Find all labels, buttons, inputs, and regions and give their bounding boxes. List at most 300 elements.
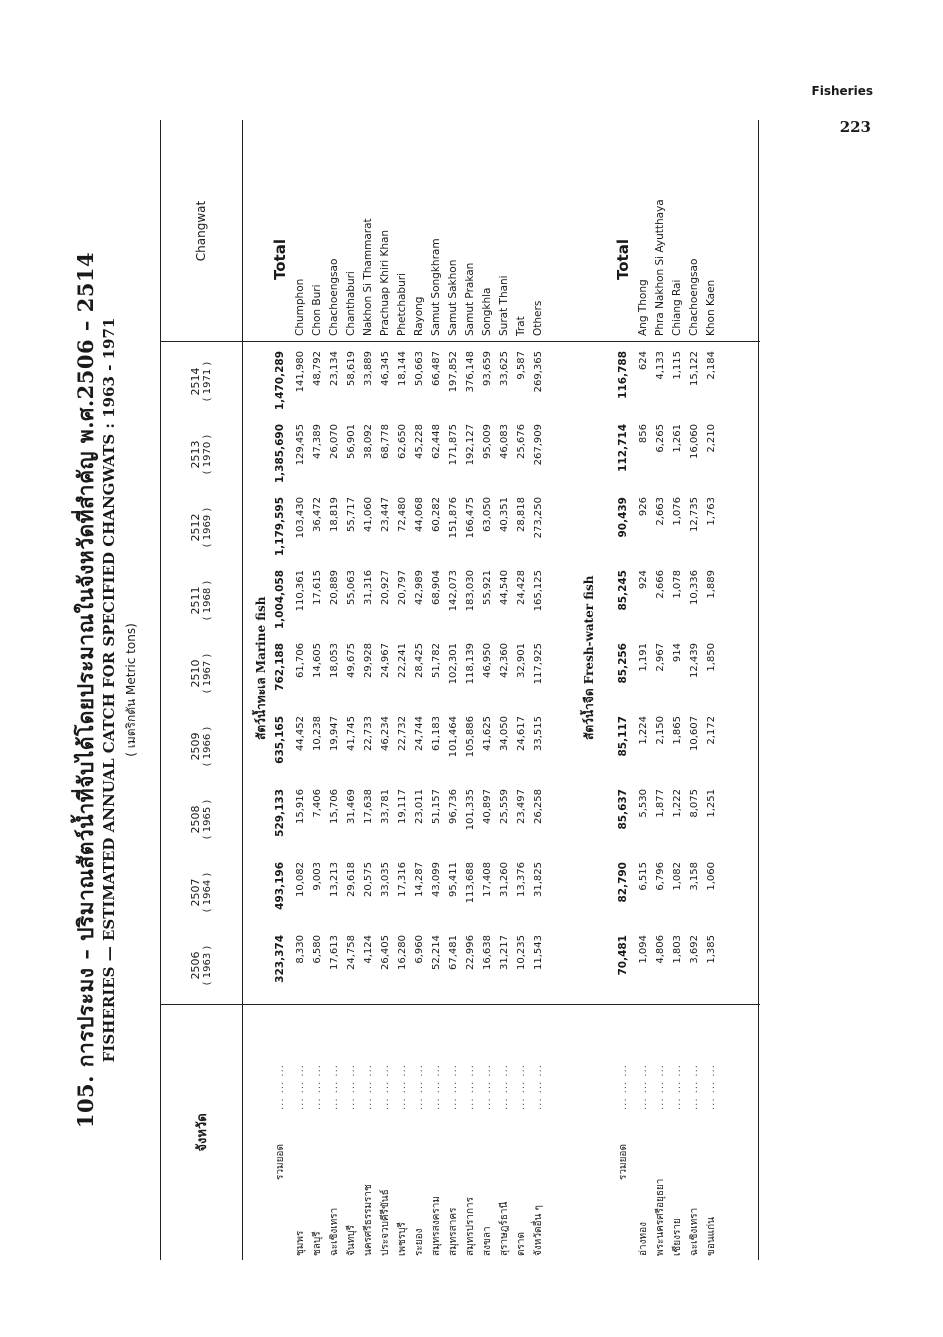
value-cell: 46,345 bbox=[380, 351, 391, 386]
table-row bbox=[428, 120, 445, 1260]
value-cell: 61,183 bbox=[431, 716, 442, 751]
value-cell: 20,575 bbox=[363, 862, 374, 897]
value-cell: 1,060 bbox=[706, 862, 717, 891]
value-cell: 1,179,595 bbox=[274, 497, 286, 557]
value-cell: 55,063 bbox=[346, 570, 357, 605]
value-cell: 10,082 bbox=[295, 862, 306, 897]
value-cell: 20,889 bbox=[329, 570, 340, 605]
province-thai: อ่างทอง bbox=[638, 1222, 649, 1256]
year-header-2509 bbox=[164, 710, 238, 783]
value-cell: 18,053 bbox=[329, 643, 340, 678]
value-cell: 10,336 bbox=[689, 570, 700, 605]
value-cell: 23,497 bbox=[516, 789, 527, 824]
value-cell: 31,316 bbox=[363, 570, 374, 605]
value-cell: 56,901 bbox=[346, 424, 357, 459]
changwat-english: Prachuap Khiri Khan bbox=[379, 229, 391, 336]
table-row bbox=[292, 120, 309, 1260]
changwat-english: Total bbox=[271, 239, 289, 280]
table-row bbox=[445, 120, 462, 1260]
value-cell: 31,469 bbox=[346, 789, 357, 824]
value-cell: 19,117 bbox=[397, 789, 408, 824]
year-ad: ( 1970 ) bbox=[202, 434, 213, 475]
changwat-english: Others bbox=[532, 300, 544, 336]
value-cell: 9,587 bbox=[516, 351, 527, 380]
value-cell: 20,797 bbox=[397, 570, 408, 605]
value-cell: 12,439 bbox=[689, 643, 700, 678]
value-cell: 22,241 bbox=[397, 643, 408, 678]
value-cell: 60,282 bbox=[431, 497, 442, 532]
value-cell: 1,865 bbox=[672, 716, 683, 745]
value-cell: 85,117 bbox=[617, 716, 629, 757]
value-cell: 85,245 bbox=[617, 570, 629, 611]
year-header-2512 bbox=[164, 491, 238, 564]
value-cell: 31,260 bbox=[499, 862, 510, 897]
table-row bbox=[513, 120, 530, 1260]
table-row bbox=[635, 120, 652, 1260]
value-cell: 48,792 bbox=[312, 351, 323, 386]
value-cell: 15,916 bbox=[295, 789, 306, 824]
table-top-rule bbox=[160, 120, 161, 1260]
changwat-english: Samut Songkhram bbox=[430, 238, 442, 336]
value-cell: 31,217 bbox=[499, 935, 510, 970]
value-cell: 924 bbox=[638, 570, 649, 590]
table-row bbox=[703, 120, 720, 1260]
value-cell: 93,659 bbox=[482, 351, 493, 386]
leader-dots: ... ... ... bbox=[672, 1064, 683, 1110]
value-cell: 102,301 bbox=[448, 643, 459, 685]
value-cell: 1,850 bbox=[706, 643, 717, 672]
header-rule bbox=[242, 120, 243, 1260]
province-thai: จันทบุรี bbox=[346, 1224, 357, 1256]
year-be: 2506 bbox=[189, 951, 202, 980]
value-cell: 2,666 bbox=[655, 570, 666, 599]
province-thai: ตราด bbox=[516, 1232, 527, 1256]
province-thai: เพชรบุรี bbox=[397, 1222, 408, 1256]
value-cell: 26,405 bbox=[380, 935, 391, 970]
value-cell: 269,365 bbox=[533, 351, 544, 393]
province-thai: ชลบุรี bbox=[312, 1231, 323, 1256]
province-thai: ชุมพร bbox=[295, 1230, 306, 1256]
value-cell: 129,455 bbox=[295, 424, 306, 466]
value-cell: 1,191 bbox=[638, 643, 649, 672]
section-header: Fisheries bbox=[811, 84, 873, 98]
value-cell: 1,251 bbox=[706, 789, 717, 818]
value-cell: 10,235 bbox=[516, 935, 527, 970]
table-row bbox=[479, 120, 496, 1260]
value-cell: 16,280 bbox=[397, 935, 408, 970]
value-cell: 110,361 bbox=[295, 570, 306, 612]
year-ad: ( 1964 ) bbox=[202, 872, 213, 913]
province-thai: สมุทรสาคร bbox=[448, 1207, 459, 1256]
value-cell: 6,580 bbox=[312, 935, 323, 964]
changwat-english: Chon Buri bbox=[311, 284, 323, 336]
header-province-label: จังหวัด bbox=[194, 1113, 210, 1152]
value-cell: 267,909 bbox=[533, 424, 544, 466]
value-cell: 33,035 bbox=[380, 862, 391, 897]
changwat-english: Total bbox=[614, 239, 632, 280]
value-cell: 2,967 bbox=[655, 643, 666, 672]
value-cell: 51,782 bbox=[431, 643, 442, 678]
leader-dots: ... ... ... bbox=[397, 1064, 408, 1110]
value-cell: 113,688 bbox=[465, 862, 476, 904]
value-cell: 70,481 bbox=[617, 935, 629, 976]
value-cell: 15,706 bbox=[329, 789, 340, 824]
value-cell: 3,158 bbox=[689, 862, 700, 891]
value-cell: 116,788 bbox=[617, 351, 629, 399]
value-cell: 67,481 bbox=[448, 935, 459, 970]
value-cell: 8,075 bbox=[689, 789, 700, 818]
value-cell: 1,004,058 bbox=[274, 570, 286, 630]
table-row bbox=[309, 120, 326, 1260]
table-row bbox=[377, 120, 394, 1260]
value-cell: 24,617 bbox=[516, 716, 527, 751]
title-thai: 105. การประมง – ปริมาณสัตว์น้ำที่จับได้โดยประมาณในจังหวัดที่สำคัญ พ.ศ.2506 – 2514 bbox=[73, 251, 98, 1129]
changwat-english: Chumphon bbox=[294, 278, 306, 336]
value-cell: 6,796 bbox=[655, 862, 666, 891]
leader-dots: ... ... ... bbox=[638, 1064, 649, 1110]
value-cell: 55,921 bbox=[482, 570, 493, 605]
value-cell: 23,011 bbox=[414, 789, 425, 824]
value-cell: 23,134 bbox=[329, 351, 340, 386]
value-cell: 2,210 bbox=[706, 424, 717, 453]
value-cell: 5,530 bbox=[638, 789, 649, 818]
changwat-english: Khon Kaen bbox=[705, 279, 717, 336]
changwat-english: Samut Sakhon bbox=[447, 259, 459, 336]
value-cell: 58,619 bbox=[346, 351, 357, 386]
year-ad: ( 1967 ) bbox=[202, 653, 213, 694]
year-ad: ( 1965 ) bbox=[202, 799, 213, 840]
value-cell: 17,615 bbox=[312, 570, 323, 605]
year-ad: ( 1968 ) bbox=[202, 580, 213, 621]
value-cell: 376,148 bbox=[465, 351, 476, 393]
leader-dots: ... ... ... bbox=[499, 1064, 510, 1110]
value-cell: 1,877 bbox=[655, 789, 666, 818]
leader-dots: ... ... ... bbox=[414, 1064, 425, 1110]
value-cell: 7,406 bbox=[312, 789, 323, 818]
value-cell: 2,150 bbox=[655, 716, 666, 745]
province-thai: สมุทรสงคราม bbox=[431, 1196, 442, 1256]
value-cell: 44,068 bbox=[414, 497, 425, 532]
value-cell: 1,803 bbox=[672, 935, 683, 964]
leader-dots: ... ... ... bbox=[465, 1064, 476, 1110]
value-cell: 45,228 bbox=[414, 424, 425, 459]
year-ad: ( 1969 ) bbox=[202, 507, 213, 548]
value-cell: 1,385,690 bbox=[274, 424, 286, 484]
freshwater-total-row bbox=[615, 120, 632, 1260]
year-ad: ( 1971 ) bbox=[202, 361, 213, 402]
value-cell: 34,050 bbox=[499, 716, 510, 751]
value-cell: 44,540 bbox=[499, 570, 510, 605]
value-cell: 25,559 bbox=[499, 789, 510, 824]
year-header-2513 bbox=[164, 418, 238, 491]
leader-dots: ... ... ... bbox=[275, 1064, 286, 1110]
value-cell: 18,144 bbox=[397, 351, 408, 386]
value-cell: 24,428 bbox=[516, 570, 527, 605]
value-cell: 4,124 bbox=[363, 935, 374, 964]
changwat-english: Ang Thong bbox=[637, 279, 649, 336]
value-cell: 6,515 bbox=[638, 862, 649, 891]
value-cell: 42,989 bbox=[414, 570, 425, 605]
value-cell: 22,996 bbox=[465, 935, 476, 970]
value-cell: 95,009 bbox=[482, 424, 493, 459]
value-cell: 762,188 bbox=[274, 643, 286, 691]
value-cell: 13,376 bbox=[516, 862, 527, 897]
year-header-2510 bbox=[164, 637, 238, 710]
value-cell: 33,515 bbox=[533, 716, 544, 751]
value-cell: 192,127 bbox=[465, 424, 476, 466]
value-cell: 197,852 bbox=[448, 351, 459, 393]
value-cell: 926 bbox=[638, 497, 649, 517]
value-cell: 17,638 bbox=[363, 789, 374, 824]
changwat-english: Chachoengsao bbox=[688, 258, 700, 336]
value-cell: 12,735 bbox=[689, 497, 700, 532]
leader-dots: ... ... ... bbox=[689, 1064, 700, 1110]
value-cell: 31,825 bbox=[533, 862, 544, 897]
value-cell: 856 bbox=[638, 424, 649, 444]
table-row bbox=[496, 120, 513, 1260]
value-cell: 82,790 bbox=[617, 862, 629, 903]
value-cell: 42,360 bbox=[499, 643, 510, 678]
value-cell: 28,818 bbox=[516, 497, 527, 532]
year-be: 2512 bbox=[189, 513, 202, 542]
value-cell: 1,076 bbox=[672, 497, 683, 526]
value-cell: 101,335 bbox=[465, 789, 476, 831]
value-cell: 41,625 bbox=[482, 716, 493, 751]
province-thai: ฉะเชิงเทรา bbox=[689, 1207, 700, 1256]
changwat-english: Nakhon Si Thammarat bbox=[362, 218, 374, 336]
value-cell: 96,736 bbox=[448, 789, 459, 824]
value-cell: 493,196 bbox=[274, 862, 286, 910]
value-cell: 44,452 bbox=[295, 716, 306, 751]
value-cell: 2,663 bbox=[655, 497, 666, 526]
table-row bbox=[411, 120, 428, 1260]
table-row bbox=[652, 120, 669, 1260]
value-cell: 46,234 bbox=[380, 716, 391, 751]
changwat-english: Rayong bbox=[413, 296, 425, 336]
value-cell: 47,389 bbox=[312, 424, 323, 459]
value-cell: 1,082 bbox=[672, 862, 683, 891]
value-cell: 10,238 bbox=[312, 716, 323, 751]
value-cell: 40,351 bbox=[499, 497, 510, 532]
value-cell: 1,889 bbox=[706, 570, 717, 599]
marine-section-label: สัตว์น้ำทะเล Marine fish bbox=[254, 596, 268, 740]
year-be: 2514 bbox=[189, 367, 202, 396]
year-be: 2511 bbox=[189, 586, 202, 615]
value-cell: 26,258 bbox=[533, 789, 544, 824]
value-cell: 41,060 bbox=[363, 497, 374, 532]
value-cell: 4,133 bbox=[655, 351, 666, 380]
leader-dots: ... ... ... bbox=[380, 1064, 391, 1110]
changwat-english: Surat Thani bbox=[498, 275, 510, 336]
year-header-2508 bbox=[164, 783, 238, 856]
value-cell: 1,763 bbox=[706, 497, 717, 526]
changwat-english: Songkhla bbox=[481, 287, 493, 336]
value-cell: 1,115 bbox=[672, 351, 683, 380]
value-cell: 3,692 bbox=[689, 935, 700, 964]
leader-dots: ... ... ... bbox=[431, 1064, 442, 1110]
rotated-table-page bbox=[60, 120, 770, 1260]
value-cell: 8,330 bbox=[295, 935, 306, 964]
leader-dots: ... ... ... bbox=[295, 1064, 306, 1110]
value-cell: 22,732 bbox=[397, 716, 408, 751]
value-cell: 914 bbox=[672, 643, 683, 663]
leader-dots: ... ... ... bbox=[533, 1064, 544, 1110]
year-ad: ( 1963 ) bbox=[202, 945, 213, 986]
province-thai: สุราษฎร์ธานี bbox=[499, 1201, 510, 1256]
value-cell: 50,663 bbox=[414, 351, 425, 386]
table-row bbox=[669, 120, 686, 1260]
value-cell: 17,408 bbox=[482, 862, 493, 897]
header-changwat bbox=[164, 120, 238, 342]
table-row bbox=[343, 120, 360, 1260]
title-english: FISHERIES — ESTIMATED ANNUAL CATCH FOR SPECIFIED CHANGWATS : 1963 - 1971 bbox=[100, 317, 118, 1063]
value-cell: 151,876 bbox=[448, 497, 459, 539]
leader-dots: ... ... ... bbox=[312, 1064, 323, 1110]
value-cell: 10,607 bbox=[689, 716, 700, 751]
value-cell: 32,901 bbox=[516, 643, 527, 678]
changwat-english: Phetchaburi bbox=[396, 273, 408, 336]
province-thai: ขอนแก่น bbox=[706, 1216, 717, 1256]
value-cell: 24,967 bbox=[380, 643, 391, 678]
value-cell: 9,003 bbox=[312, 862, 323, 891]
province-thai: นครศรีธรรมราช bbox=[363, 1184, 374, 1256]
changwat-english: Chachoengsao bbox=[328, 258, 340, 336]
value-cell: 142,073 bbox=[448, 570, 459, 612]
value-cell: 13,213 bbox=[329, 862, 340, 897]
value-cell: 17,613 bbox=[329, 935, 340, 970]
value-cell: 43,099 bbox=[431, 862, 442, 897]
value-cell: 49,675 bbox=[346, 643, 357, 678]
province-thai: รวมยอด bbox=[618, 1144, 629, 1180]
value-cell: 46,083 bbox=[499, 424, 510, 459]
value-cell: 24,758 bbox=[346, 935, 357, 970]
value-cell: 1,224 bbox=[638, 716, 649, 745]
value-cell: 36,472 bbox=[312, 497, 323, 532]
value-cell: 22,733 bbox=[363, 716, 374, 751]
value-cell: 16,060 bbox=[689, 424, 700, 459]
freshwater-section-label: สัตว์น้ำจืด Fresh-water fish bbox=[582, 575, 596, 740]
value-cell: 85,637 bbox=[617, 789, 629, 830]
province-thai: พระนครศรีอยุธยา bbox=[655, 1178, 666, 1256]
year-be: 2513 bbox=[189, 440, 202, 469]
value-cell: 63,050 bbox=[482, 497, 493, 532]
value-cell: 1,222 bbox=[672, 789, 683, 818]
changwat-english: Samut Prakan bbox=[464, 262, 476, 336]
value-cell: 1,385 bbox=[706, 935, 717, 964]
value-cell: 18,819 bbox=[329, 497, 340, 532]
value-cell: 61,706 bbox=[295, 643, 306, 678]
leader-dots: ... ... ... bbox=[363, 1064, 374, 1110]
value-cell: 40,897 bbox=[482, 789, 493, 824]
value-cell: 11,543 bbox=[533, 935, 544, 970]
value-cell: 1,470,289 bbox=[274, 351, 286, 411]
table-row bbox=[326, 120, 343, 1260]
value-cell: 33,625 bbox=[499, 351, 510, 386]
value-cell: 112,714 bbox=[617, 424, 629, 472]
value-cell: 1,094 bbox=[638, 935, 649, 964]
value-cell: 72,480 bbox=[397, 497, 408, 532]
table-row bbox=[530, 120, 547, 1260]
value-cell: 4,806 bbox=[655, 935, 666, 964]
value-cell: 105,886 bbox=[465, 716, 476, 758]
value-cell: 15,122 bbox=[689, 351, 700, 386]
value-cell: 171,875 bbox=[448, 424, 459, 466]
value-cell: 323,374 bbox=[274, 935, 286, 983]
value-cell: 33,889 bbox=[363, 351, 374, 386]
value-cell: 68,778 bbox=[380, 424, 391, 459]
value-cell: 6,960 bbox=[414, 935, 425, 964]
value-cell: 41,745 bbox=[346, 716, 357, 751]
year-be: 2508 bbox=[189, 805, 202, 834]
leader-dots: ... ... ... bbox=[706, 1064, 717, 1110]
year-be: 2507 bbox=[189, 878, 202, 907]
value-cell: 23,447 bbox=[380, 497, 391, 532]
value-cell: 29,618 bbox=[346, 862, 357, 897]
value-cell: 529,133 bbox=[274, 789, 286, 837]
value-cell: 1,078 bbox=[672, 570, 683, 599]
value-cell: 90,439 bbox=[617, 497, 629, 538]
value-cell: 118,139 bbox=[465, 643, 476, 685]
value-cell: 26,070 bbox=[329, 424, 340, 459]
value-cell: 62,650 bbox=[397, 424, 408, 459]
unit-label: ( เมตริกตัน Metric tons) bbox=[124, 623, 138, 757]
year-be: 2510 bbox=[189, 659, 202, 688]
leader-dots: ... ... ... bbox=[655, 1064, 666, 1110]
year-header-2511 bbox=[164, 564, 238, 637]
changwat-english: Chiang Rai bbox=[671, 279, 683, 336]
value-cell: 68,904 bbox=[431, 570, 442, 605]
value-cell: 1,261 bbox=[672, 424, 683, 453]
marine-total-row bbox=[272, 120, 289, 1260]
value-cell: 85,256 bbox=[617, 643, 629, 684]
year-be: 2509 bbox=[189, 732, 202, 761]
table-row bbox=[462, 120, 479, 1260]
value-cell: 141,980 bbox=[295, 351, 306, 393]
value-cell: 95,411 bbox=[448, 862, 459, 897]
value-cell: 166,475 bbox=[465, 497, 476, 539]
header-changwat-label: Changwat bbox=[194, 200, 208, 262]
leader-dots: ... ... ... bbox=[516, 1064, 527, 1110]
table-row bbox=[394, 120, 411, 1260]
province-thai: จังหวัดอื่น ๆ bbox=[533, 1205, 544, 1256]
leader-dots: ... ... ... bbox=[482, 1064, 493, 1110]
leader-dots: ... ... ... bbox=[346, 1064, 357, 1110]
value-cell: 6,265 bbox=[655, 424, 666, 453]
value-cell: 183,030 bbox=[465, 570, 476, 612]
value-cell: 2,184 bbox=[706, 351, 717, 380]
value-cell: 103,430 bbox=[295, 497, 306, 539]
changwat-english: Phra Nakhon Si Ayutthaya bbox=[654, 199, 666, 336]
province-thai: เชียงราย bbox=[672, 1218, 683, 1256]
value-cell: 16,638 bbox=[482, 935, 493, 970]
year-header-2507 bbox=[164, 856, 238, 929]
leader-dots: ... ... ... bbox=[618, 1064, 629, 1110]
province-thai: สมุทรปราการ bbox=[465, 1196, 476, 1256]
province-thai: ฉะเชิงเทรา bbox=[329, 1207, 340, 1256]
province-thai: สงขลา bbox=[482, 1226, 493, 1256]
leader-dots: ... ... ... bbox=[448, 1064, 459, 1110]
changwat-english: Chanthaburi bbox=[345, 271, 357, 336]
value-cell: 19,947 bbox=[329, 716, 340, 751]
value-cell: 17,316 bbox=[397, 862, 408, 897]
value-cell: 101,464 bbox=[448, 716, 459, 758]
year-header-2506 bbox=[164, 929, 238, 1002]
page-number: 223 bbox=[839, 118, 871, 136]
value-cell: 38,092 bbox=[363, 424, 374, 459]
year-ad: ( 1966 ) bbox=[202, 726, 213, 767]
value-cell: 273,250 bbox=[533, 497, 544, 539]
value-cell: 165,125 bbox=[533, 570, 544, 612]
